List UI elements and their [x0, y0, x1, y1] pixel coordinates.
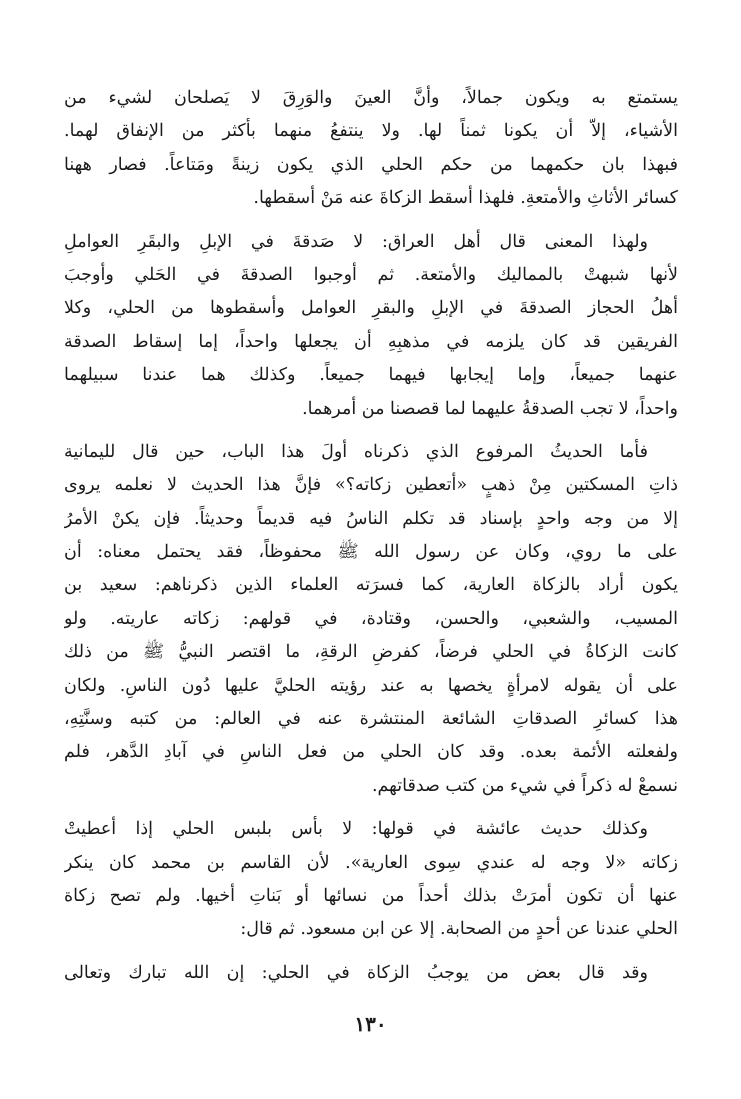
- text-line: الفريقين قد كان يلزمه في مذهبِهِ أن يجعلها واحداً، إما إسقاط الصدقة: [64, 331, 678, 352]
- text-line: ذاتِ المسكتين مِنْ ذهبٍ «أتعطين زكاته؟» فإنَّ هذا الحديث لا نعلمه يروى: [64, 475, 678, 496]
- text-line: لأنها شبهتْ بالمماليك والأمتعة. ثم أوجبوا الصدقةَ في الحَلي وأوجبَ: [64, 264, 678, 285]
- paragraph-1: [64, 82, 678, 216]
- paragraph-2: [64, 226, 678, 426]
- page-body: [64, 82, 678, 1000]
- text-line: عنهما جميعاً، وإما إيجابها فيهما جميعاً. وكذلك هما عندنا سبيلهما: [64, 365, 678, 386]
- text-line: وكذلك حديث عائشة في قولها: لا بأس بلبس الحلي إذا أعطيتْ: [64, 819, 648, 840]
- text-line: أهلُ الحجاز الصدقةَ في الإبلِ والبقرِ العوامل وأسقطوها من الحلي، وكلا: [64, 298, 678, 319]
- text-line: على ما روي، وكان عن رسول الله ﷺ محفوظاً، فقد يحتمل معناه: أن: [64, 542, 678, 563]
- text-line: فبهذا بان حكمهما من حكم الحلي الذي يكون زينةً ومَتاعاً. فصار ههنا: [64, 154, 678, 175]
- text-line: الأشياء، إلاّ أن يكونا ثمناً لها. ولا ينتفعُ منهما بأكثر من الإنفاق لهما.: [64, 121, 678, 142]
- text-line: ولهذا المعنى قال أهل العراق: لا صَدقةَ في الإبلِ والبقَرِ العواملِ: [64, 231, 648, 252]
- text-line: واحداً، لا تجب الصدقةُ عليهما لما قصصنا من أمرهما.: [302, 398, 678, 419]
- page-number: ١٣٠: [354, 1012, 387, 1036]
- text-line: زكاته «لا وجه له عندي سِوى العارية». لأن القاسم بن محمد كان ينكر: [64, 852, 678, 873]
- paragraph-5: [64, 957, 678, 990]
- paragraph-3: [64, 436, 678, 803]
- text-line: وقد قال بعض من يوجبُ الزكاة في الحلي: إن الله تبارك وتعالى: [64, 962, 648, 983]
- text-line: المسيب، والشعبي، والحسن، وقتادة، في قولهم: زكاته عاريته. ولو: [64, 608, 678, 629]
- text-line: ولفعلته الأئمة بعده. وقد كان الحلي من فعل الناسِ في آبادِ الدَّهر، فلم: [64, 742, 678, 763]
- paragraph-4: [64, 813, 678, 947]
- text-line: نسمعْ له ذكراً في شيء من كتب صدقاتهم.: [371, 775, 678, 796]
- text-line: الحلي عندنا عن أحدٍ من الصحابة. إلا عن ابن مسعود. ثم قال:: [240, 919, 678, 940]
- text-line: كانت الزكاةُ في الحلي فرضاً، كفرضِ الرقةِ، ما اقتصر النبيُّ ﷺ من ذلك: [64, 642, 678, 663]
- text-line: يكون أراد بالزكاة العارية، كما فسرَته العلماء الذين ذكرناهم: سعيد بن: [64, 575, 678, 596]
- text-line: على أن يقوله لامرأةٍ يخصها به عند رؤيته الحليَّ عليها دُون الناسِ. ولكان: [64, 675, 678, 696]
- text-line: هذا كسائرِ الصدقاتِ الشائعة المنتشرة عنه في العالم: من كتبه وسنَّتِهِ،: [64, 709, 678, 730]
- text-line: فأما الحديثُ المرفوع الذي ذكرناه أولَ هذا الباب، حين قال لليمانية: [64, 441, 648, 462]
- text-line: كسائر الأثاثِ والأمتعةِ. فلهذا أسقط الزكاةَ عنه مَنْ أسقطها.: [253, 188, 678, 209]
- text-line: يستمتع به ويكون جمالاً، وأنَّ العينَ والوَرِقَ لا يَصلحان لشيء من: [64, 88, 678, 108]
- text-line: إلا من وجه واحدٍ بإسناد قد تكلم الناسُ فيه قديماً وحديثاً. فإن يكنْ الأمرُ: [64, 508, 678, 529]
- text-line: عنها أن تكون أمرَتْ بذلك أحداً من نسائها أو بَناتِ أخيها. ولم تصح زكاة: [64, 885, 678, 906]
